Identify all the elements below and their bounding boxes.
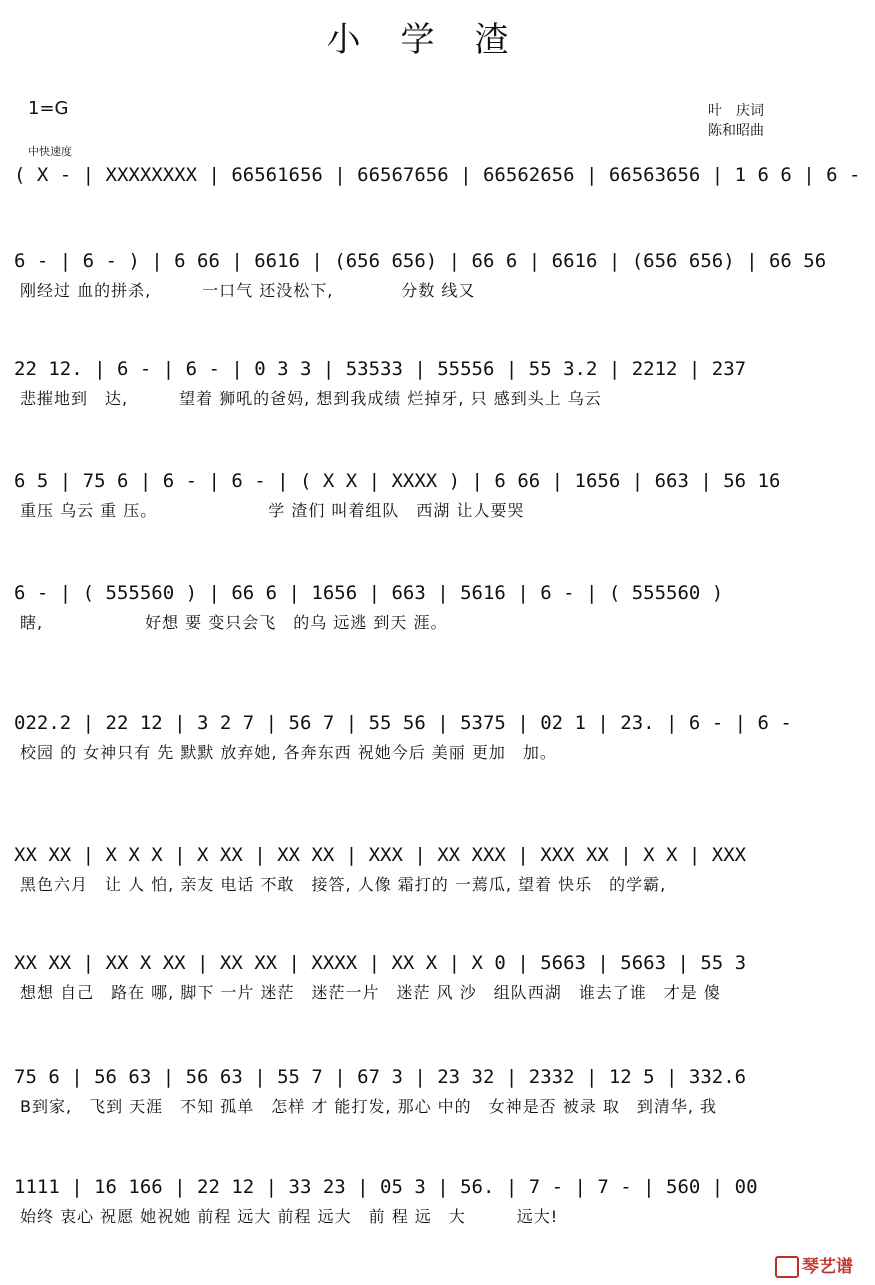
composer-credit: 陈和昭曲: [708, 123, 764, 139]
music-system-6: [14, 708, 860, 767]
notation-line: ( X - | XXXXXXXX | 66561656 | 66567656 | 66562656 | 66563656 | 1 6 6 | 6 -: [14, 164, 860, 186]
notation-line: 6 - | 6 - ) | 6 66 | 6616 | (656 656) | 66 6 | 6616 | (656 656) | 66 56: [14, 250, 827, 272]
music-system-9: [14, 1062, 860, 1121]
lyric-line: 瞎, 好想 要 变只会飞 的乌 远逃 到天 涯。: [20, 613, 448, 632]
song-title: 小学渣: [326, 20, 549, 60]
logo-text: 琴艺谱: [802, 1257, 853, 1277]
notation-line: 6 5 | 75 6 | 6 - | 6 - | ( X X | XXXX ) | 6 66 | 1656 | 663 | 56 16: [14, 470, 781, 492]
notation-line: 1111 | 16 166 | 22 12 | 33 23 | 05 3 | 56. | 7 - | 7 - | 560 | 00: [14, 1176, 758, 1198]
tempo-marking: 中快速度: [28, 145, 72, 158]
logo-icon: [775, 1256, 799, 1278]
notation-line: XX XX | X X X | X XX | XX XX | XXX | XX XXX | XXX XX | X X | XXX: [14, 844, 747, 866]
lyric-line: B到家, 飞到 天涯 不知 孤单 怎样 才 能打发, 那心 中的 女神是否 被录 取 到清华, 我: [20, 1097, 718, 1116]
lyric-line: [14, 191, 860, 219]
music-system-2: [14, 246, 860, 305]
music-system-5: [14, 578, 860, 637]
notation-line: 6 - | ( 555560 ) | 66 6 | 1656 | 663 | 5616 | 6 - | ( 555560 ): [14, 582, 724, 604]
key-signature: 1=G: [28, 98, 69, 119]
lyric-line: 悲摧地到 达, 望着 狮吼的爸妈, 想到我成绩 烂掉牙, 只 感到头上 乌云: [20, 389, 602, 408]
site-logo: [775, 1252, 853, 1278]
notation-line: 022.2 | 22 12 | 3 2 7 | 56 7 | 55 56 | 5375 | 02 1 | 23. | 6 - | 6 -: [14, 712, 792, 734]
notation-line: 75 6 | 56 63 | 56 63 | 55 7 | 67 3 | 23 32 | 2332 | 12 5 | 332.6: [14, 1066, 747, 1088]
music-system-4: [14, 466, 860, 525]
lyricist-credit: 叶 庆词: [708, 103, 764, 119]
music-system-8: [14, 948, 860, 1007]
lyric-line: 始终 衷心 祝愿 她祝她 前程 远大 前程 远大 前 程 远 大 远大!: [20, 1207, 559, 1226]
lyric-line: 重压 乌云 重 压。 学 渣们 叫着组队 西湖 让人要哭: [20, 501, 525, 520]
lyric-line: 校园 的 女神只有 先 默默 放弃她, 各奔东西 祝她今后 美丽 更加 加。: [20, 743, 557, 762]
notation-line: XX XX | XX X XX | XX XX | XXXX | XX X | X 0 | 5663 | 5663 | 55 3: [14, 952, 747, 974]
music-system-10: [14, 1172, 860, 1231]
notation-line: 22 12. | 6 - | 6 - | 0 3 3 | 53533 | 55556 | 55 3.2 | 2212 | 237: [14, 358, 747, 380]
music-system-1: [14, 160, 860, 219]
lyric-line: 黑色六月 让 人 怕, 亲友 电话 不敢 接答, 人像 霜打的 一蔫瓜, 望着 快乐 的学霸,: [20, 875, 667, 894]
music-system-3: [14, 354, 860, 413]
lyric-line: 刚经过 血的拼杀, 一口气 还没松下, 分数 线又: [20, 281, 476, 300]
music-system-7: [14, 840, 860, 899]
lyric-line: 想想 自己 路在 哪, 脚下 一片 迷茫 迷茫一片 迷茫 风 沙 组队西湖 谁去了谁 才是 傻: [20, 983, 721, 1002]
